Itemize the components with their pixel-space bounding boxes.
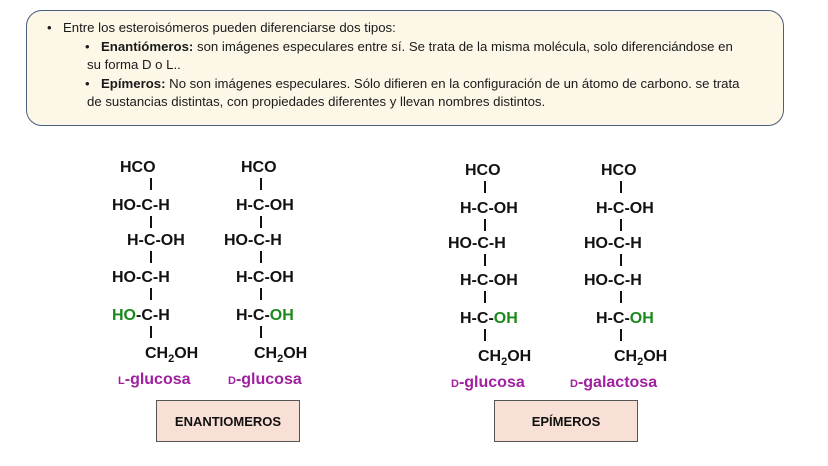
carbon-4: HO-C-H — [584, 272, 642, 289]
carbon-2: H-C-OH — [460, 200, 518, 217]
caption-l-glucosa: L-glucosa — [118, 371, 191, 388]
carbon-4: HO-C-H — [112, 269, 170, 286]
carbon-3: HO-C-H — [448, 235, 506, 252]
enantiomeros-term: Enantiómeros: — [101, 38, 194, 54]
info-box — [26, 10, 784, 126]
bullet: • — [47, 20, 52, 35]
caption-d-glucosa-2: D-glucosa — [451, 374, 525, 391]
bullet: • — [85, 38, 90, 54]
bond — [620, 254, 622, 266]
bond — [260, 251, 262, 263]
enantiomeros-item — [41, 38, 769, 75]
bond — [260, 326, 262, 338]
carbon-6: $CH_2OH$ — [254, 345, 308, 366]
enantiomeros-label: ENANTIOMEROS — [156, 400, 300, 442]
bond — [260, 288, 262, 300]
carbon-6: $CH_2OH$ — [478, 348, 532, 369]
bond — [150, 326, 152, 338]
highlight-oh: OH — [629, 310, 654, 327]
bond — [620, 329, 622, 341]
bond — [260, 216, 262, 228]
carbon-4: H-C-OH — [460, 272, 518, 289]
bond — [260, 178, 262, 190]
highlight-oh: OH — [493, 310, 518, 327]
bond — [150, 288, 152, 300]
carbon-2: H-C-OH — [596, 200, 654, 217]
bond — [620, 291, 622, 303]
bullet: • — [85, 75, 90, 91]
carbon-5: HO-C-H — [112, 307, 170, 324]
enantiomeros-text: son imágenes especulares entre sí. Se trata de la misma molécula, solo diferenciándose en — [193, 38, 733, 54]
carbon-5: H-C-OH — [236, 307, 294, 324]
bond — [150, 216, 152, 228]
bond — [150, 178, 152, 190]
carbon-2: H-C-OH — [236, 197, 294, 214]
bond — [484, 254, 486, 266]
intro-item — [41, 19, 769, 38]
enantiomeros-text-cont: su forma D o L.. — [87, 57, 181, 72]
carbon-3: H-C-OH — [127, 232, 185, 249]
epimeros-text: No son imágenes especulares. Sólo difieren en la configuración de un átomo de carbono. se trata — [165, 75, 740, 91]
aldehyde-group: HCO — [120, 159, 156, 176]
carbon-5: H-C-OH — [596, 310, 654, 327]
bond — [620, 219, 622, 231]
epimeros-label: EPÍMEROS — [494, 400, 638, 442]
bond — [150, 251, 152, 263]
carbon-4: H-C-OH — [236, 269, 294, 286]
aldehyde-group: HCO — [601, 162, 637, 179]
aldehyde-group: HCO — [465, 162, 501, 179]
aldehyde-group: HCO — [241, 159, 277, 176]
carbon-5: H-C-OH — [460, 310, 518, 327]
bond — [620, 181, 622, 193]
carbon-6: $CH_2OH$ — [614, 348, 668, 369]
bond — [484, 329, 486, 341]
carbon-6: $CH_2OH$ — [145, 345, 199, 366]
caption-d-glucosa-1: D-glucosa — [228, 371, 302, 388]
caption-d-galactosa: D-galactosa — [570, 374, 658, 391]
carbon-3: HO-C-H — [584, 235, 642, 252]
epimeros-item — [41, 75, 769, 112]
bond — [484, 291, 486, 303]
epimeros-text-cont: de sustancias distintas, con propiedades diferentes y llevan nombres distintos. — [87, 94, 546, 109]
highlight-oh: OH — [269, 307, 294, 324]
intro-text: Entre los esteroisómeros pueden diferenciarse dos tipos: — [63, 20, 396, 35]
carbon-2: HO-C-H — [112, 197, 170, 214]
bond — [484, 219, 486, 231]
epimeros-term: Epímeros: — [101, 75, 166, 91]
bond — [484, 181, 486, 193]
highlight-oh: HO — [112, 307, 136, 324]
carbon-3: HO-C-H — [224, 232, 282, 249]
